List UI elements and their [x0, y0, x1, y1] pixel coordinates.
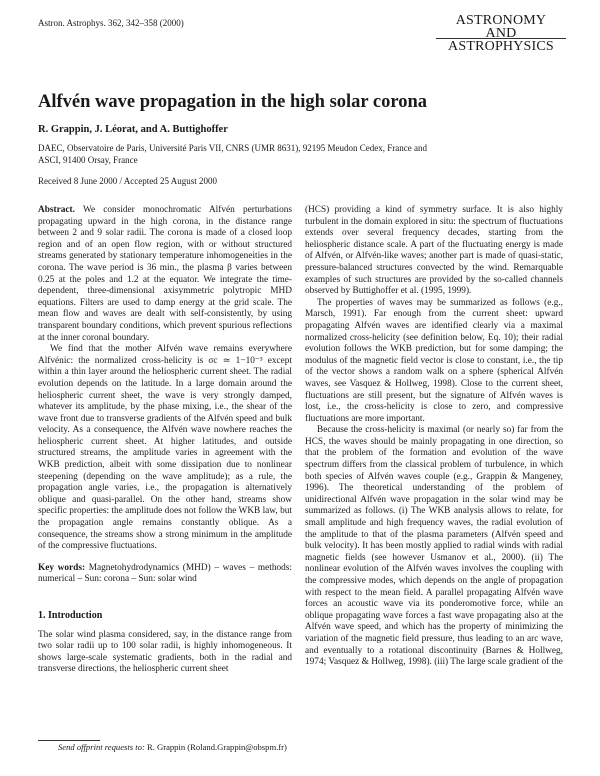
keywords-text: Magnetohydrodynamics (MHD) – waves – methods: numerical – Sun: corona – Sun: solar wind — [38, 562, 292, 585]
paper-title: Alfvén wave propagation in the high solar corona — [38, 92, 428, 112]
journal-logo — [436, 14, 566, 53]
logo-line-2: AND — [485, 26, 517, 41]
left-column — [38, 205, 292, 676]
footnote-contact[interactable]: R. Grappin (Roland.Grappin@obspm.fr) — [146, 742, 287, 752]
intro-paragraph-2: (HCS) providing a kind of symmetry surface. It is also highly turbulent in the domain explored in situ: the spectrum of fluctuations extends over several frequency decades, starting from the heliospheric distance scale. A part of the fluctuating energy is made of Alfvén, or Alfvén-like waves; another part is made of quasi-static, pressure-balanced structures convected by the wind. Remarquable examples of such structures are provided by the so-called channels observed by Buttighoffer et al. (1995, 1999). — [305, 205, 563, 297]
logo-divider — [436, 38, 566, 39]
section-heading-introduction: 1. Introduction — [38, 610, 103, 621]
intro-paragraph-3: The properties of waves may be summarized as follows (e.g., Marsch, 1991). Far enough from the current sheet: upward propagating Alfvén waves are identified clearly via a maximal normalized cross-helicity (see definition below, Eq. 10); their radial evolution follows the WKB prediction, but for some damping; the modulus of the magnetic field vector is close to constant, i.e., the tip of the vector shows a random walk on a sphere (spherical Alfvén waves, see Vasquez & Hollweg, 1998). Close to the current sheet, fluctuations are still present, but the signature of Alfvén waves is lost, i.e., the cross-helicity is close to zero, and compressive fluctuations are more important. — [305, 297, 563, 424]
intro-paragraph-4: Because the cross-helicity is maximal (or nearly so) far from the HCS, the waves should be mainly propagating in one direction, so that the problem of the formation and evolution of the wave spectrum differs from the classical problem of turbulence, in which both species of Alfvén waves couple (e.g., Grappin & Mangeney, 1996). The theoretical understanding of the problem of unidirectional Alfvén wave propagation in the solar wind may be summarized as follows. (i) The WKB analysis allows to relate, for small amplitude and high frequency waves, the radial evolution of the amplitude to that of the plasma parameters (Alfvén speed and bulk velocity). It has been mostly applied to radial winds with radial magnetic fields (see however Usmanov et al., 2000). (ii) The nonlinear evolution of the Alfvén waves involves the coupling with the compressive modes, which depends on the angle of propagation with respect to the mean field. A parallel propagating Alfvén wave forces an acoustic wave via its ponderomotive force, while an oblique propagating wave forces a fast wave propagating also at the Alfvén wave speed, and which has the property of minimizing the variation of the magnetic field pressure, thus leading to an arc wave, and eventually to a rotational discontinuity (Barnes & Hollweg, 1974; Vasquez & Hollweg, 1998). (iii) The large scale gradient of the — [305, 425, 563, 668]
abstract-label: Abstract. — [38, 205, 75, 215]
logo-line-1: ASTRONOMY — [455, 13, 547, 28]
abstract-paragraph-2: We find that the mother Alfvén wave remains everywhere Alfvénic: the normalized cross-helicity is σc ≃ 1−10⁻³ except within a thin layer around the heliospheric current sheet. The radial evolution depends on the latitude. In a large domain around the heliospheric current sheet, the wave is very strongly damped, whatever its amplitude, by the phase mixing, i.e., the shear of the wave front due to transverse gradients of the Alfvén speed and bulk velocity. As a consequence, the Alfvén wave nowhere reaches the heliospheric current sheet. At higher latitudes, and outside structured streams, the amplitude varies in agreement with the WKB prediction, albeit with some dissipation due to nonlinear steepening (depending on the wave amplitude); as a rule, the propagation angle varies, i.e., the propagation is alternatively oblique and quasi-parallel. On the other hand, streams show specific properties: the amplitude does not follow the WKB law, but the propagation angle remains constantly oblique. As a consequence, the streams show a strong minimum in the amplitude of the compressive fluctuations. — [38, 344, 292, 552]
logo-line-3: ASTROPHYSICS — [448, 39, 554, 54]
abstract-paragraph-1 — [38, 205, 292, 344]
journal-reference: Astron. Astrophys. 362, 342–358 (2000) — [38, 18, 184, 28]
author-affiliation: DAEC, Observatoire de Paris, Université Paris VII, CNRS (UMR 8631), 92195 Meudon Cedex, France and ASCI, 91400 Orsay, France — [38, 143, 428, 165]
footnote — [58, 742, 287, 752]
keywords-label: Key words: — [38, 562, 86, 573]
received-accepted-dates: Received 8 June 2000 / Accepted 25 August 2000 — [38, 176, 217, 186]
right-column — [305, 205, 563, 669]
footnote-divider — [38, 740, 100, 741]
paper-authors: R. Grappin, J. Léorat, and A. Buttighoffer — [38, 124, 228, 135]
keywords — [38, 563, 292, 586]
intro-paragraph-1: The solar wind plasma considered, say, in the distance range from two solar radii up to 100 solar radii, is highly inhomogeneous. It shows large-scale systematic gradients, both in the radial and transverse directions, the heliospheric current sheet — [38, 629, 292, 675]
abstract-text-1: We consider monochromatic Alfvén perturbations propagating upward in the high corona, in the distance range between 2 and 9 solar radii. The corona is made of a closed loop region and of an open flow region, with or without structured streams generated by stationary temperature inhomogeneities in the corona. The wave period is 36 min., the plasma β varies between 0.25 at the poles and 1.2 at the equator. We integrate the time-dependent, three-dimensional axisymmetric polytropic MHD equations. Filters are used to damp energy at the grid scale. The mean flow and waves are dealt with self-consistently, by using transparent boundary conditions, which prevent spurious reflections at the inner coronal boundary. — [38, 205, 293, 343]
footnote-label: Send offprint requests to: — [58, 742, 145, 752]
